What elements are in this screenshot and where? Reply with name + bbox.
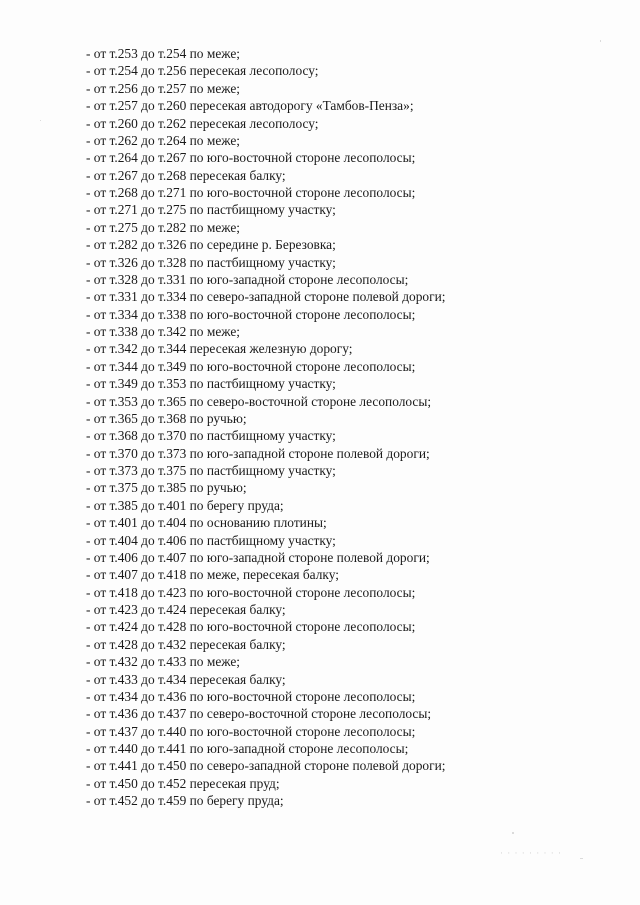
boundary-segment-line: - от т.373 до т.375 по пастбищному участку; <box>86 463 336 478</box>
boundary-segment-line: - от т.440 до т.441 по юго-западной стороне лесополосы; <box>86 741 409 756</box>
boundary-segment-line: - от т.275 до т.282 по меже; <box>86 219 240 235</box>
boundary-segment-line: - от т.368 до т.370 по пастбищному участку; <box>86 428 336 444</box>
boundary-segment-line: - от т.349 до т.353 по пастбищному участку; <box>86 376 336 392</box>
boundary-segment-line: - от т.260 до т.262 пересекая лесополосу; <box>86 115 319 131</box>
boundary-segment-line: - от т.401 до т.404 по основанию плотины; <box>86 515 327 531</box>
boundary-segment-line: - от т.338 до т.342 по меже; <box>86 324 240 339</box>
boundary-segment-line: - от т.407 до т.418 по меже, пересекая балку; <box>86 567 339 583</box>
boundary-segment-line: - от т.262 до т.264 по меже; <box>86 132 240 148</box>
boundary-segment-line: - от т.450 до т.452 пересекая пруд; <box>86 775 280 791</box>
boundary-segment-line: - от т.344 до т.349 по юго-восточной стороне лесополосы; <box>86 358 416 374</box>
boundary-segment-line: - от т.353 до т.365 по северо-восточной стороне лесополосы; <box>86 393 432 409</box>
boundary-segment-line: - от т.432 до т.433 по меже; <box>86 654 240 670</box>
boundary-segment-line: - от т.406 до т.407 по юго-западной стороне полевой дороги; <box>86 549 430 565</box>
boundary-segment-line: - от т.334 до т.338 по юго-восточной стороне лесополосы; <box>86 306 416 322</box>
boundary-segment-line: - от т.267 до т.268 пересекая балку; <box>86 167 286 183</box>
boundary-segment-line: - от т.365 до т.368 по ручью; <box>86 410 247 426</box>
boundary-segment-line: - от т.282 до т.326 по середине р. Березовка; <box>86 237 336 253</box>
boundary-segment-line: - от т.433 до т.434 пересекая балку; <box>86 671 286 687</box>
scan-speck <box>40 120 41 121</box>
boundary-segment-line: - от т.342 до т.344 пересекая железную дорогу; <box>86 341 353 357</box>
boundary-segment-line: - от т.434 до т.436 по юго-восточной стороне лесополосы; <box>86 688 416 704</box>
boundary-segment-line: - от т.424 до т.428 по юго-восточной стороне лесополосы; <box>86 619 416 635</box>
boundary-segment-line: - от т.268 до т.271 по юго-восточной стороне лесополосы; <box>86 185 416 200</box>
boundary-segment-line: - от т.436 до т.437 по северо-восточной стороне лесополосы; <box>86 706 432 722</box>
boundary-segment-line: - от т.375 до т.385 по ручью; <box>86 480 247 496</box>
boundary-segment-line: - от т.254 до т.256 пересекая лесополосу; <box>86 63 319 79</box>
boundary-segment-line: - от т.328 до т.331 по юго-западной стороне лесополосы; <box>86 271 409 287</box>
boundary-segment-line: - от т.452 до т.459 по берегу пруда; <box>86 793 284 809</box>
scan-speck <box>600 40 601 42</box>
faint-stamp-mark: · · · · · · · · · <box>500 848 562 858</box>
boundary-segment-line: - от т.423 до т.424 пересекая балку; <box>86 602 286 617</box>
boundary-segment-line: - от т.253 до т.254 по меже; <box>86 46 240 61</box>
scan-speck <box>512 832 514 834</box>
boundary-segment-line: - от т.441 до т.450 по северо-западной стороне полевой дороги; <box>86 758 446 774</box>
boundary-segment-line: - от т.256 до т.257 по меже; <box>86 80 240 96</box>
boundary-segment-line: - от т.437 до т.440 по юго-восточной стороне лесополосы; <box>86 723 416 739</box>
scan-speck <box>580 858 583 859</box>
boundary-segment-line: - от т.370 до т.373 по юго-западной стороне полевой дороги; <box>86 445 430 461</box>
boundary-segment-line: - от т.418 до т.423 по юго-восточной стороне лесополосы; <box>86 584 416 600</box>
boundary-segment-line: - от т.257 до т.260 пересекая автодорогу «Тамбов-Пенза»; <box>86 98 414 114</box>
boundary-segment-line: - от т.404 до т.406 по пастбищному участку; <box>86 532 336 548</box>
boundary-description-list <box>86 45 445 810</box>
boundary-segment-line: - от т.326 до т.328 по пастбищному участку; <box>86 254 336 270</box>
boundary-segment-line: - от т.385 до т.401 по берегу пруда; <box>86 497 284 513</box>
boundary-segment-line: - от т.264 до т.267 по юго-восточной стороне лесополосы; <box>86 150 416 166</box>
boundary-segment-line: - от т.331 до т.334 по северо-западной стороне полевой дороги; <box>86 289 446 305</box>
boundary-segment-line: - от т.428 до т.432 пересекая балку; <box>86 636 286 652</box>
boundary-segment-line: - от т.271 до т.275 по пастбищному участку; <box>86 202 336 218</box>
